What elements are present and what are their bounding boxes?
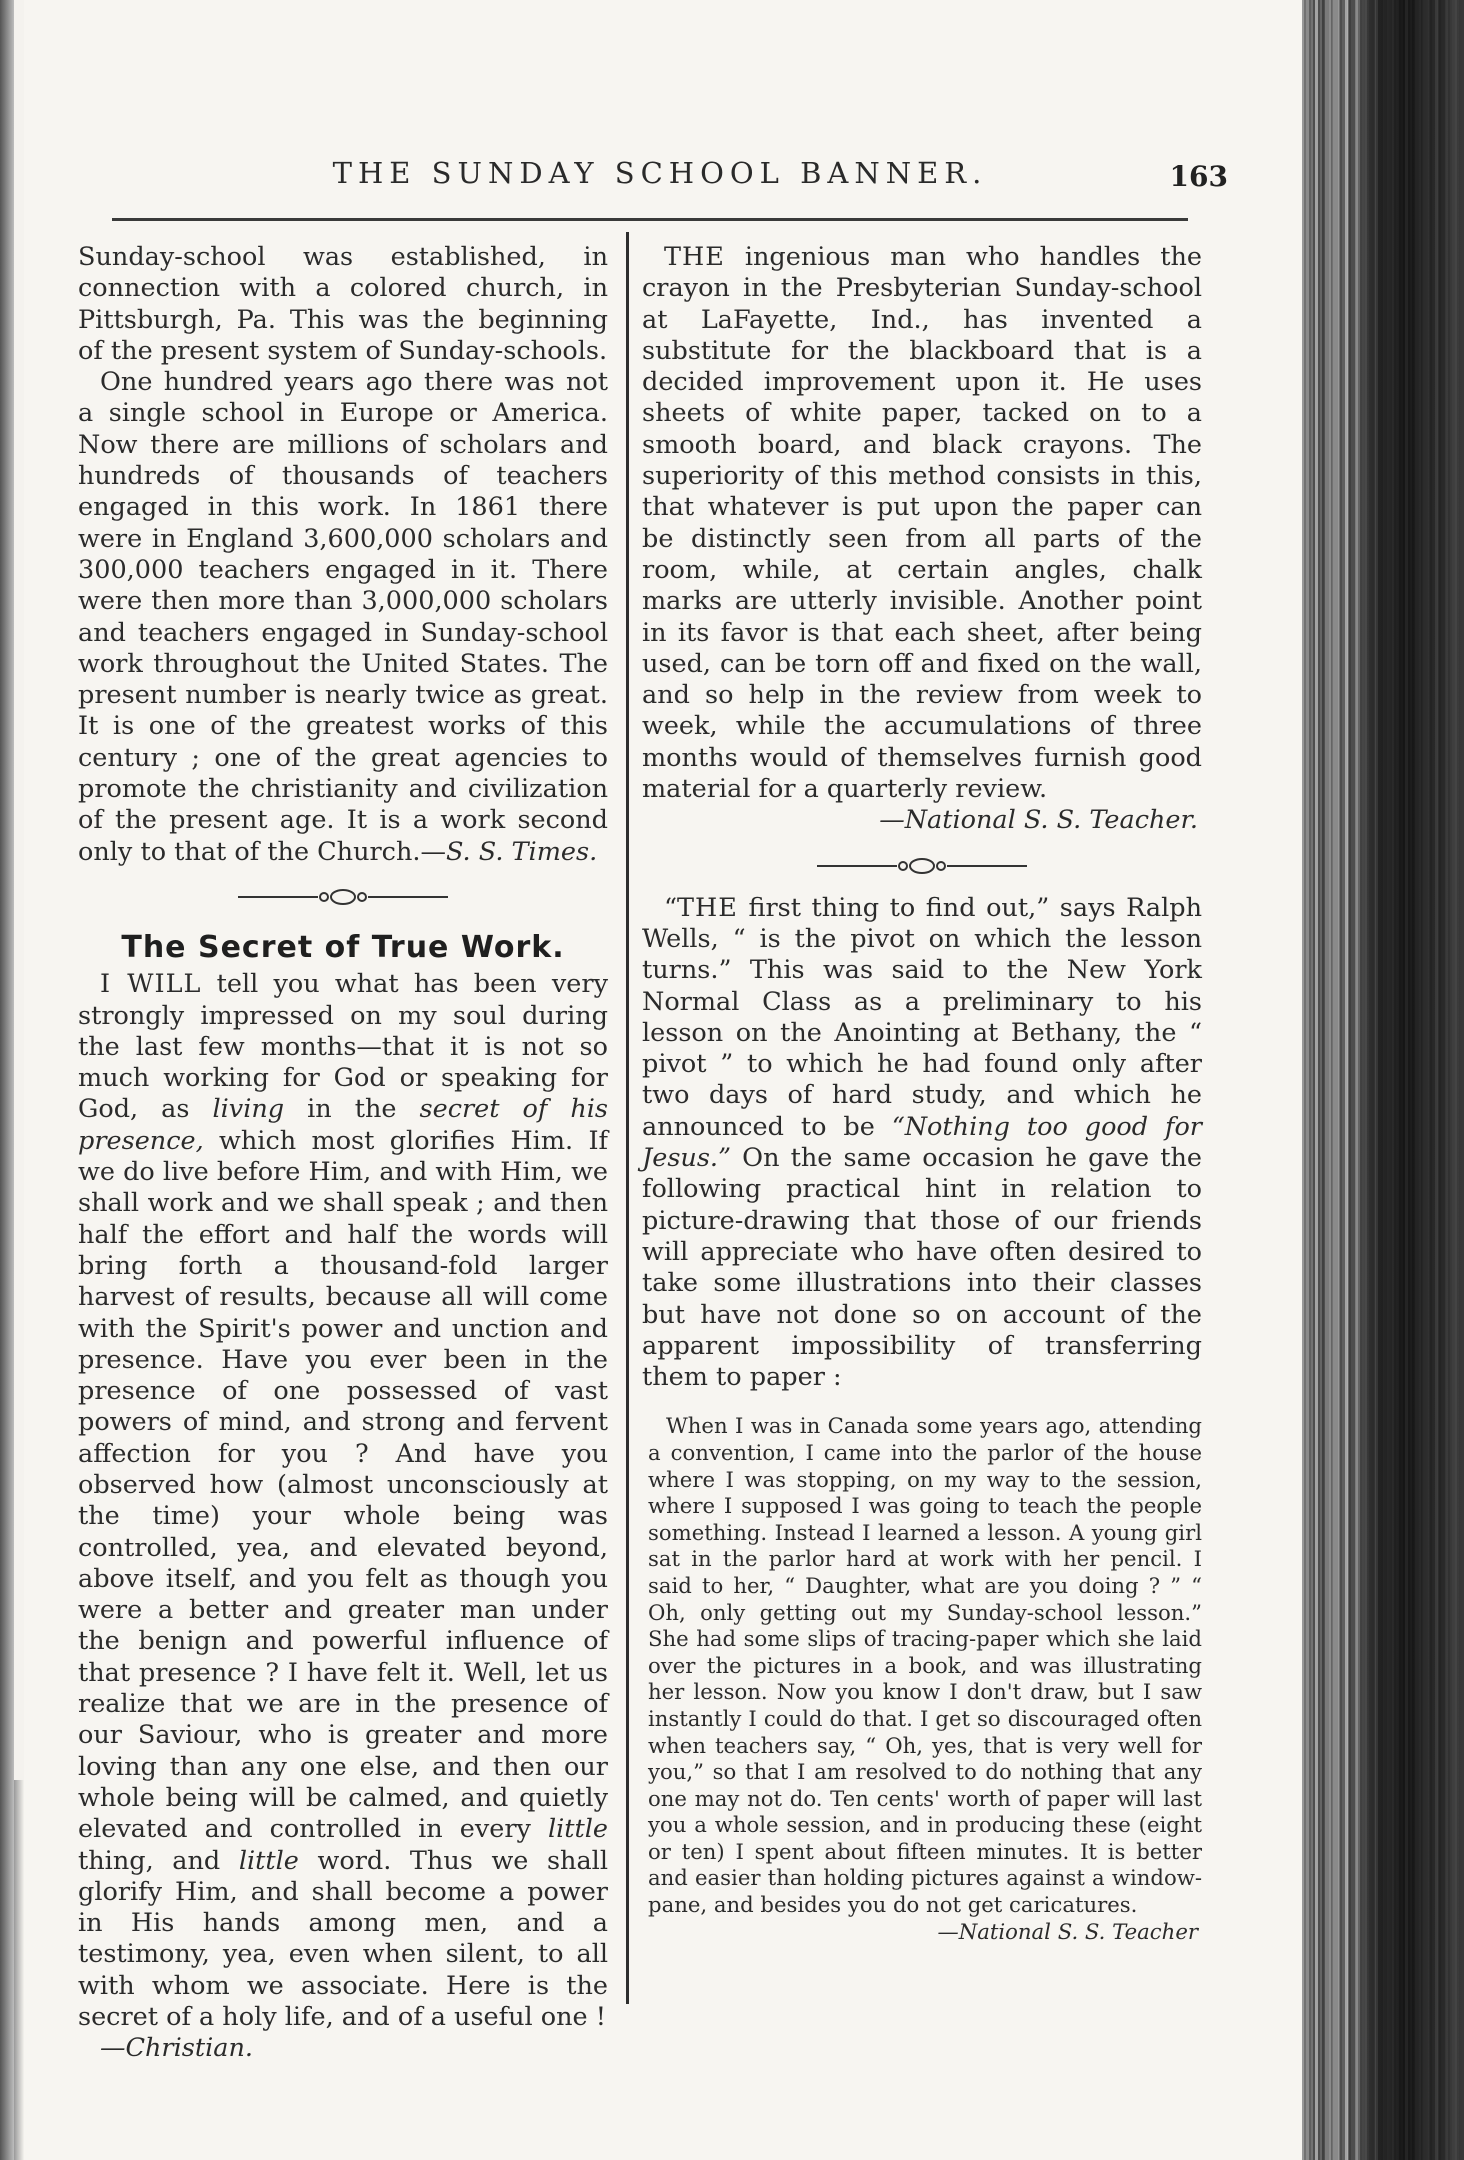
paragraph-text: thing, and — [78, 1845, 239, 1876]
emphasis: secret of his presence, — [78, 1094, 608, 1156]
ornament-separator-icon — [817, 856, 1027, 876]
lead-words: I WILL — [100, 969, 202, 1000]
emphasis: little — [547, 1814, 608, 1845]
paragraph — [78, 969, 608, 2033]
paragraph — [78, 367, 608, 868]
paragraph-text: tell you what has been very strongly impressed on my soul during the last few months—that it is not so much working for God or speaking for God, as — [78, 969, 608, 1125]
article-heading: The Secret of True Work. — [121, 929, 565, 965]
column-divider — [626, 232, 629, 2004]
emphasis: “Nothing too good for Jesus.” — [642, 1111, 1202, 1174]
paragraph-text: which most glorifies Him. If we do live before Him, and with Him, we shall work and we shall speak ; and then half the effort and half the words will bring forth a thousand-fold larger harvest of results, because all will come with the Spirit's power and unction and presence. Have you ever been in the presence of one possessed of vast powers of mind, and strong and fervent affection for you ? And have you observed how (almost unconsciously at the time) your whole being was controlled, yea, and elevated beyond, above itself, and you felt as though you were a better and greater man under the benign and powerful influence of that presence ? I have felt it. Well, let us realize that we are in the presence of our Saviour, who is greater and more loving than any one else, and then our whole being will be calmed, and quietly elevated and controlled in every — [78, 1125, 608, 1845]
lead-words: THE — [677, 892, 738, 923]
scan-left-edge-shadow — [14, 1780, 24, 2160]
emphasis: living — [212, 1094, 285, 1125]
page-number: 163 — [1169, 160, 1228, 193]
paragraph-text: ingenious man who handles the crayon in the Presbyterian Sunday-school at LaFayette, Ind., has invented a substitute for the blackboard that is a decided improvement upon it. He uses sheets of white paper, tacked on to a smooth board, and black crayons. The superiority of this method consists in this, that whatever is put upon the paper can be distinctly seen from all parts of the room, while, at certain angles, chalk marks are utterly invisible. Another point in its favor is that each sheet, after being used, can be torn off and fixed on the wall, and so help in the review from week to week, while the accumulations of three months would of themselves furnish good material for a quarterly review. — [642, 242, 1202, 805]
right-column — [642, 242, 1202, 1945]
quoted-passage — [642, 1413, 1202, 1945]
book-page — [24, 0, 1302, 2160]
running-title: THE SUNDAY SCHOOL BANNER. — [332, 156, 988, 190]
paragraph: Sunday-school was established, in connection with a colored church, in Pittsburgh, Pa. This was the beginning of the present system of Sunday-schools. — [78, 242, 608, 366]
open-quote: “ — [664, 892, 678, 923]
paragraph — [642, 893, 1202, 1394]
source-credit: S. S. Times. — [446, 836, 598, 867]
source-credit: —National S. S. Teacher. — [879, 805, 1198, 836]
section-separator — [642, 843, 1202, 889]
paragraph-text: in the — [284, 1094, 420, 1125]
section-separator — [78, 874, 608, 920]
book-edge-scan — [1302, 0, 1464, 2160]
ornament-separator-icon — [238, 887, 448, 907]
source-credit: —National S. S. Teacher — [937, 1918, 1198, 1944]
emphasis: little — [238, 1845, 299, 1876]
paragraph-text: One hundred years ago there was not a single school in Europe or America. Now there are millions of scholars and hundreds of thousands of teachers engaged in this work. In 1861 there were in England 3,600,000 scholars and 300,000 teachers engaged in it. There were then more than 3,000,000 scholars and teachers engaged in Sunday-school work throughout the United States. The present number is nearly twice as great. It is one of the greatest works of this century ; one of the great agencies to promote the christianity and civilization of the present age. It is a work second only to that of the Church.— — [78, 367, 608, 867]
scan-left-edge — [0, 0, 14, 2160]
running-head — [112, 156, 1228, 206]
left-column — [78, 242, 608, 2065]
header-rule — [112, 218, 1188, 221]
source-credit: —Christian. — [100, 2033, 253, 2064]
paragraph-text: On the same occasion he gave the following practical hint in relation to picture-drawing that those of our friends will appreciate who have often desired to take some illustrations into their classes but have not done so on account of the apparent impossibility of transferring them to paper : — [642, 1143, 1202, 1393]
quoted-text: When I was in Canada some years ago, attending a convention, I came into the parlor of the house where I was stopping, on my way to the session, where I supposed I was going to teach the people something. Instead I learned a lesson. A young girl sat in the parlor hard at work with her pencil. I said to her, “ Daughter, what are you doing ? ” “ Oh, only getting out my Sunday-school lesson.” She had some slips of tracing-paper which she laid over the pictures in a book, and was illustrating her lesson. Now you know I don't draw, but I saw instantly I could do that. I get so discouraged often when teachers say, “ Oh, yes, that is very well for you,” so that I am resolved to do nothing that any one may not do. Ten cents' worth of paper will last you a whole session, and in producing these (eight or ten) I spent about fifteen minutes. It is better and easier than holding pictures against a window-pane, and besides you do not get caricatures. — [648, 1413, 1202, 1918]
paragraph-text: word. Thus we shall glorify Him, and shall become a power in His hands among men, and a testimony, yea, even when silent, to all with whom we associate. Here is the secret of a holy life, and of a useful one ! — [78, 1845, 608, 2033]
paragraph-text: first thing to find out,” says Ralph Wells, “ is the pivot on which the lesson turns.” This was said to the New York Normal Class as a preliminary to his lesson on the Anointing at Bethany, the “ pivot ” to which he had found only after two days of hard study, and which he announced to be — [642, 892, 1202, 1142]
lead-words: THE — [664, 242, 725, 272]
paragraph — [642, 242, 1202, 805]
